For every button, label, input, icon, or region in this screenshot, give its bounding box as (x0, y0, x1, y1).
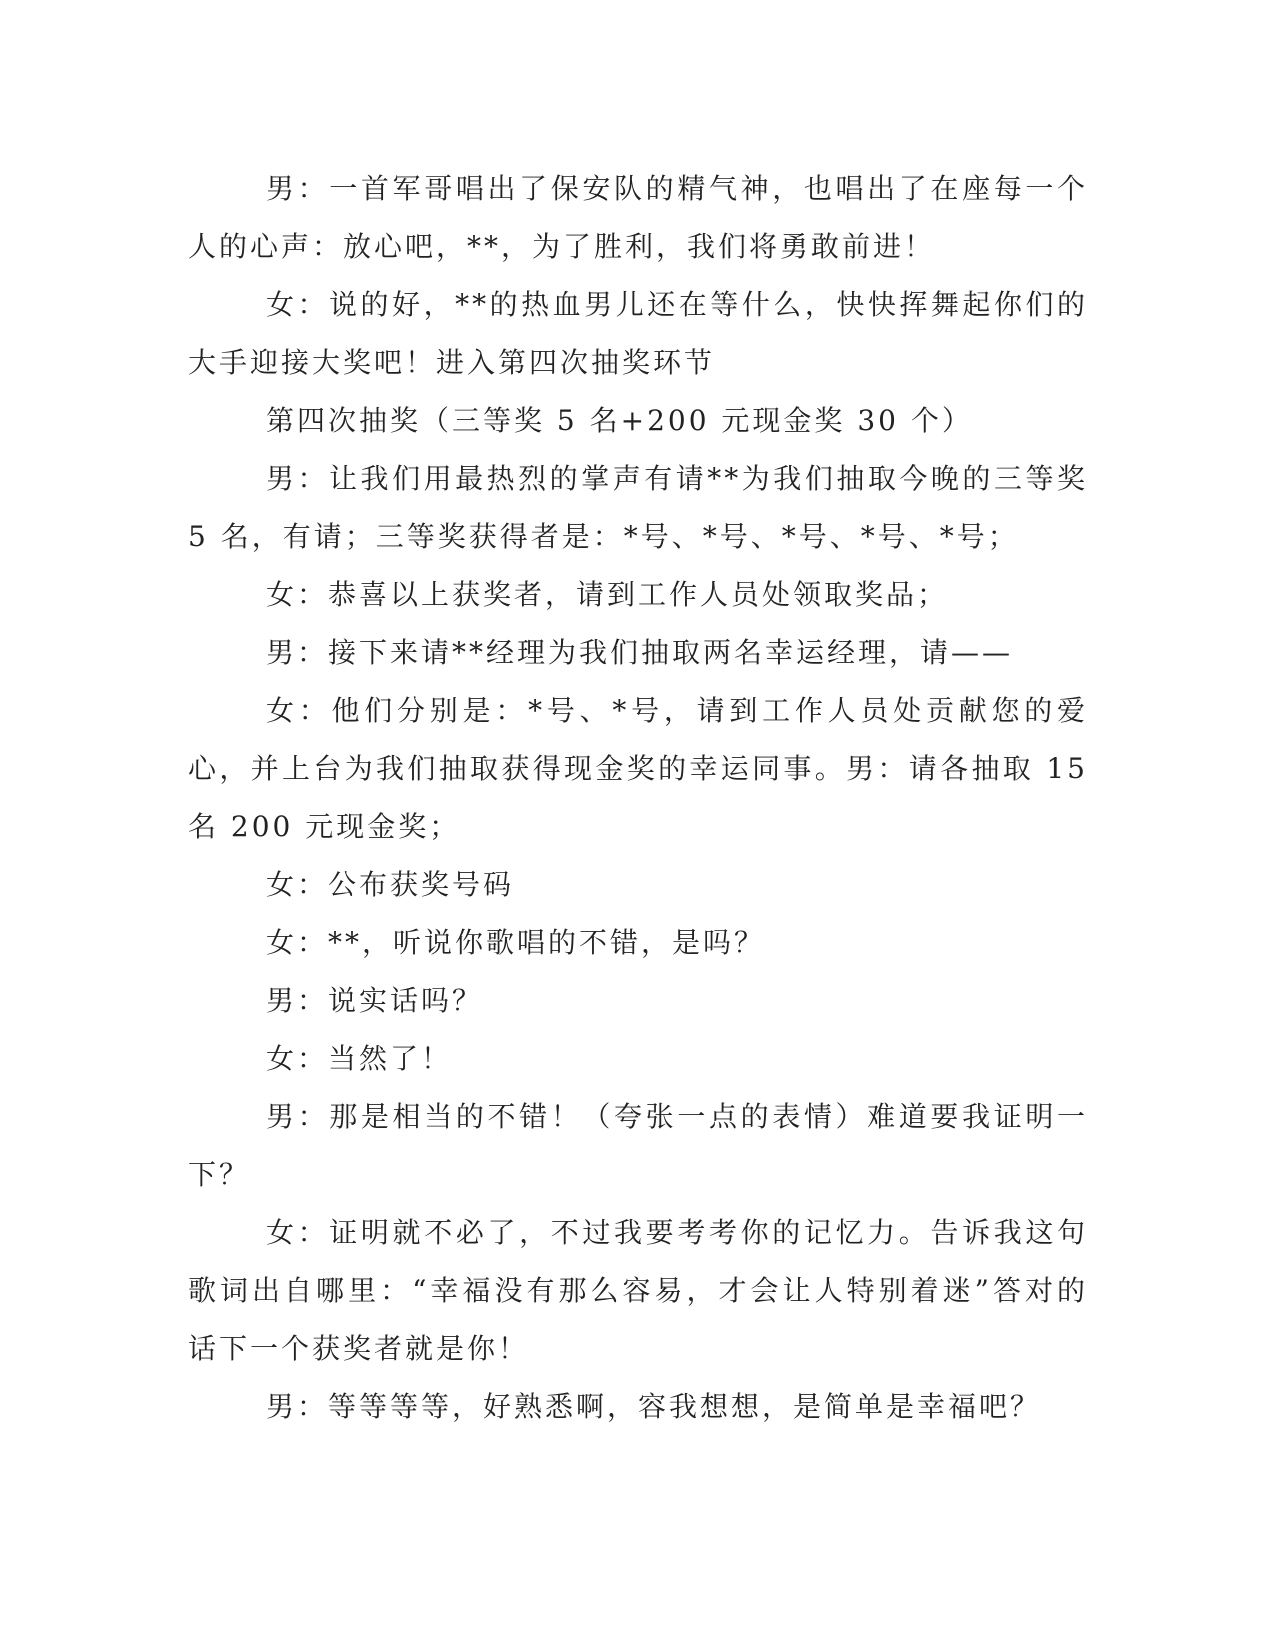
paragraph-8: 女：公布获奖号码 (266, 868, 515, 901)
paragraph-9: 女：**，听说你歌唱的不错，是吗？ (266, 926, 766, 959)
paragraph-6: 男：接下来请**经理为我们抽取两名幸运经理，请—— (266, 636, 1014, 669)
paragraph-10: 男：说实话吗？ (266, 984, 484, 1017)
paragraph-11: 女：当然了！ (266, 1042, 453, 1075)
paragraph-2: 女：说的好，**的热血男儿还在等什么，快快挥舞起你们的大手迎接大奖吧！进入第四次抽奖环节 (188, 288, 1088, 379)
paragraph-7: 女：他们分别是：*号、*号，请到工作人员处贡献您的爱心，并上台为我们抽取获得现金奖的幸运同事。男：请各抽取 15 名 200 元现金奖； (188, 694, 1088, 843)
paragraph-14: 男：等等等等，好熟悉啊，容我想想，是简单是幸福吧？ (266, 1390, 1042, 1423)
paragraph-12: 男：那是相当的不错！（夸张一点的表情）难道要我证明一下？ (188, 1100, 1088, 1191)
paragraph-3: 第四次抽奖（三等奖 5 名+200 元现金奖 30 个） (266, 404, 973, 437)
paragraph-5: 女：恭喜以上获奖者，请到工作人员处领取奖品； (266, 578, 949, 611)
paragraph-1: 男：一首军哥唱出了保安队的精气神，也唱出了在座每一个人的心声：放心吧，**，为了胜利，我们将勇敢前进！ (188, 172, 1088, 263)
paragraph-13: 女：证明就不必了，不过我要考考你的记忆力。告诉我这句歌词出自哪里：“幸福没有那么容易，才会让人特别着迷”答对的话下一个获奖者就是你！ (188, 1216, 1088, 1365)
paragraph-4: 男：让我们用最热烈的掌声有请**为我们抽取今晚的三等奖 5 名，有请；三等奖获得者是：*号、*号、*号、*号、*号； (188, 462, 1088, 553)
document-body (188, 160, 1088, 1436)
